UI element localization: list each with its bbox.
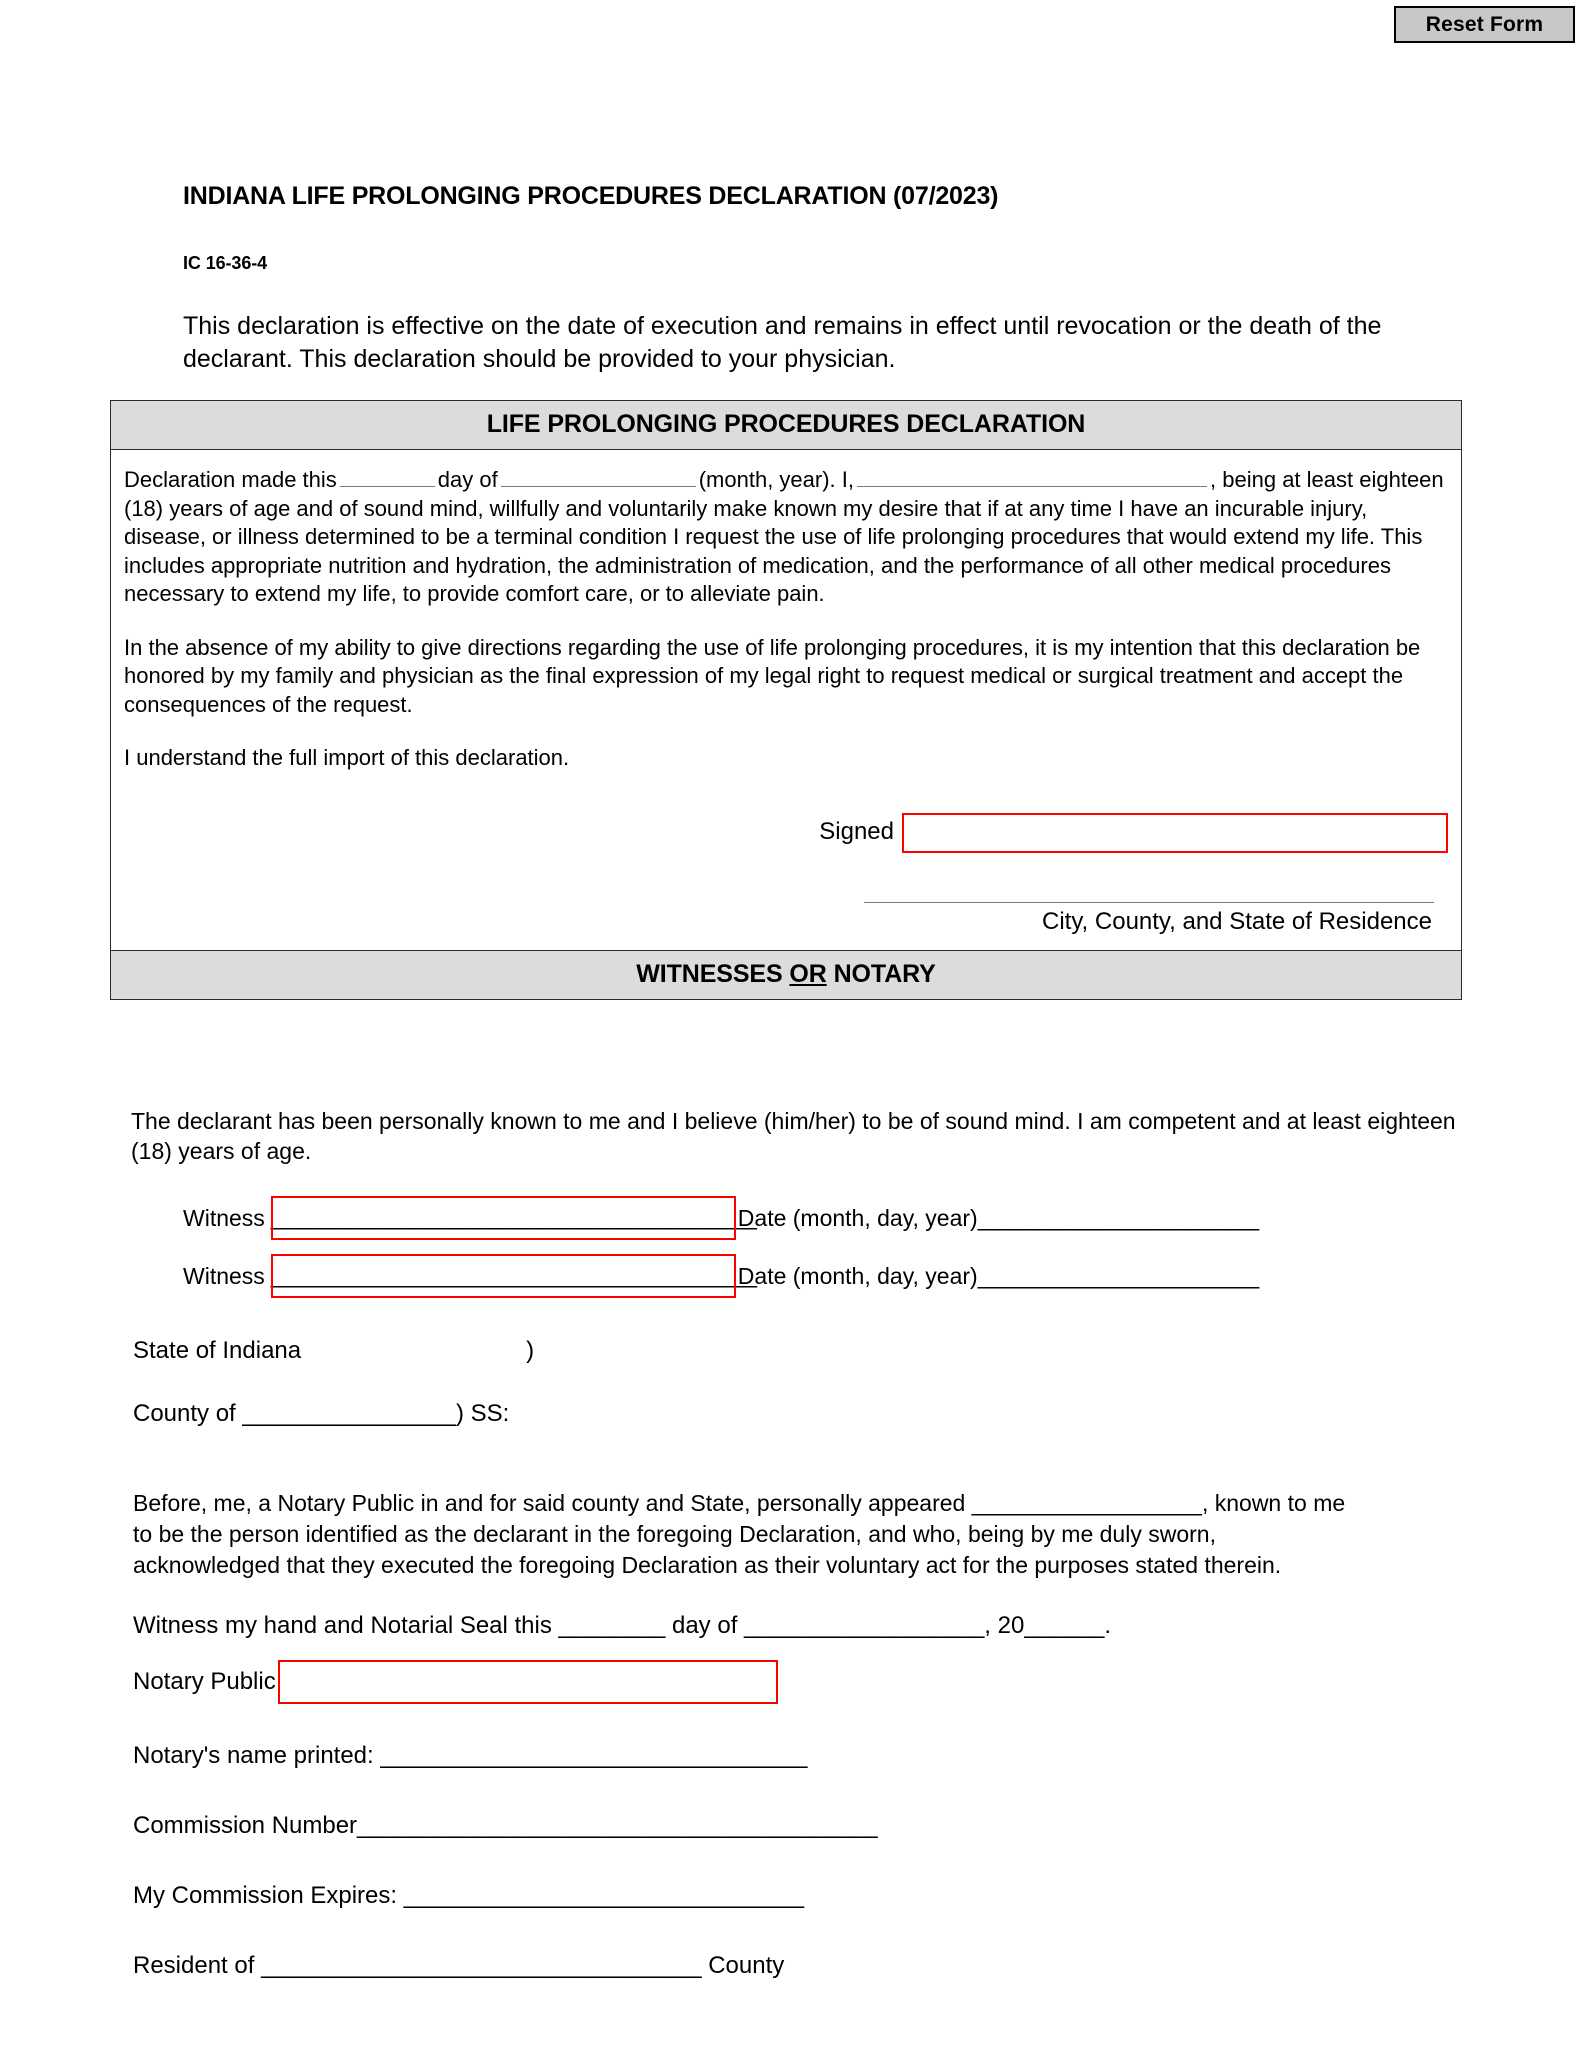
page-title-version: (07/2023) bbox=[886, 182, 999, 210]
witnesses-band-or: OR bbox=[789, 960, 827, 988]
commission-number-line[interactable]: Commission Number_______________________________________ bbox=[133, 1812, 878, 1839]
witnesses-band-title bbox=[111, 950, 1461, 999]
declaration-paragraph-1 bbox=[124, 466, 1448, 609]
statute-code: IC 16-36-4 bbox=[183, 253, 268, 273]
declaration-box bbox=[110, 400, 1462, 1000]
city-county-state-line bbox=[864, 901, 1434, 903]
state-of-indiana-row bbox=[133, 1337, 534, 1365]
declaration-body bbox=[111, 450, 1461, 950]
witnesses-band-pre: WITNESSES bbox=[636, 960, 790, 988]
declaration-paragraph-2: In the absence of my ability to give directions regarding the use of life prolonging procedures, it is my intention that this declaration be honored by my family and physician as the final expression of my legal right to request medical or surgical treatment and accept the consequences of the request. bbox=[124, 634, 1421, 717]
witness-underline-1: ______________________________________ bbox=[270, 1204, 757, 1230]
witness-input-2[interactable] bbox=[271, 1254, 736, 1298]
page-title bbox=[183, 182, 998, 211]
resident-of-line[interactable]: Resident of _________________________________ County bbox=[133, 1952, 785, 1979]
city-county-state-label: City, County, and State of Residence bbox=[1042, 907, 1432, 935]
signed-label: Signed bbox=[819, 818, 894, 846]
day-of-label: day of bbox=[437, 467, 498, 492]
commission-expires-line[interactable]: My Commission Expires: ______________________________ bbox=[133, 1882, 805, 1909]
notary-ack-line-1: Before, me, a Notary Public in and for said county and State, personally appeared __________________, known to me bbox=[133, 1490, 1346, 1516]
signed-input[interactable] bbox=[902, 813, 1448, 853]
county-of-ss: ) SS: bbox=[455, 1400, 510, 1427]
day-blank[interactable] bbox=[340, 467, 435, 487]
witness-date-blank-1[interactable]: ______________________ bbox=[977, 1204, 1260, 1231]
state-of-indiana-label: State of Indiana bbox=[133, 1337, 302, 1364]
city-county-state-block bbox=[124, 901, 1448, 937]
witness-intro-paragraph: The declarant has been personally known to me and I believe (him/her) to be of sound mind. I am competent and at least eighteen (18) years of age. bbox=[131, 1108, 1456, 1164]
witness-label-1: Witness bbox=[183, 1204, 265, 1231]
signed-row bbox=[124, 807, 1448, 859]
reset-form-button[interactable]: Reset Form bbox=[1394, 6, 1575, 43]
state-paren: ) bbox=[526, 1337, 535, 1364]
intro-paragraph: This declaration is effective on the date of execution and remains in effect until revocation or the death of the declarant. This declaration should be provided to your physician. bbox=[183, 312, 1382, 373]
county-of-label: County of bbox=[133, 1400, 243, 1427]
witness-field-wrap-2 bbox=[270, 1254, 757, 1298]
month-year-blank[interactable] bbox=[501, 467, 696, 487]
witnesses-band-post: NOTARY bbox=[826, 960, 936, 988]
witness-underline-2: ______________________________________ bbox=[270, 1262, 757, 1288]
name-blank[interactable] bbox=[857, 467, 1207, 487]
witness-field-wrap-1 bbox=[270, 1196, 757, 1240]
notary-public-label: Notary Public bbox=[133, 1668, 276, 1695]
notary-ack-line-3: acknowledged that they executed the foregoing Declaration as their voluntary act for the purposes stated therein. bbox=[133, 1552, 1282, 1578]
declaration-paragraph-1-rest: being at least eighteen (18) years of age and of sound mind, willfully and voluntarily make known my desire that if at any time I have an incurable injury, disease, or illness determined to be a terminal condition I request the use of life prolonging procedures that would extend my life. This includes appropriate nutrition and hydration, the administration of medication, and the performance of all other medical procedures necessary to extend my life, to provide comfort care, or to alleviate pain. bbox=[124, 467, 1444, 606]
declaration-paragraph-3: I understand the full import of this declaration. bbox=[124, 745, 570, 770]
month-year-label: (month, year). I, bbox=[698, 467, 854, 492]
witness-input-1[interactable] bbox=[271, 1196, 736, 1240]
notary-public-row bbox=[133, 1660, 778, 1704]
witness-label-2: Witness bbox=[183, 1262, 265, 1289]
made-this-label: Declaration made this bbox=[124, 467, 337, 492]
witness-date-label-1: Date (month, day, year) bbox=[737, 1204, 978, 1231]
notary-name-printed-line[interactable]: Notary's name printed: ________________________________ bbox=[133, 1742, 808, 1769]
notary-public-input[interactable] bbox=[278, 1660, 778, 1704]
declaration-band-title: LIFE PROLONGING PROCEDURES DECLARATION bbox=[111, 401, 1461, 450]
comma-label: , bbox=[1210, 467, 1217, 492]
notary-acknowledgement-paragraph bbox=[133, 1488, 1463, 1581]
county-of-row bbox=[133, 1400, 509, 1428]
page-title-main: INDIANA LIFE PROLONGING PROCEDURES DECLARATION bbox=[183, 182, 887, 210]
witness-row-2 bbox=[183, 1254, 1259, 1298]
witness-row-1 bbox=[183, 1196, 1259, 1240]
county-of-blank[interactable]: ________________ bbox=[242, 1400, 456, 1427]
notary-ack-line-2: to be the person identified as the declarant in the foregoing Declaration, and who, being by me duly sworn, bbox=[133, 1521, 1216, 1547]
witness-date-label-2: Date (month, day, year) bbox=[737, 1262, 978, 1289]
witness-date-blank-2[interactable]: ______________________ bbox=[977, 1262, 1260, 1289]
notarial-seal-line[interactable]: Witness my hand and Notarial Seal this ________ day of __________________, 20______. bbox=[133, 1612, 1112, 1639]
